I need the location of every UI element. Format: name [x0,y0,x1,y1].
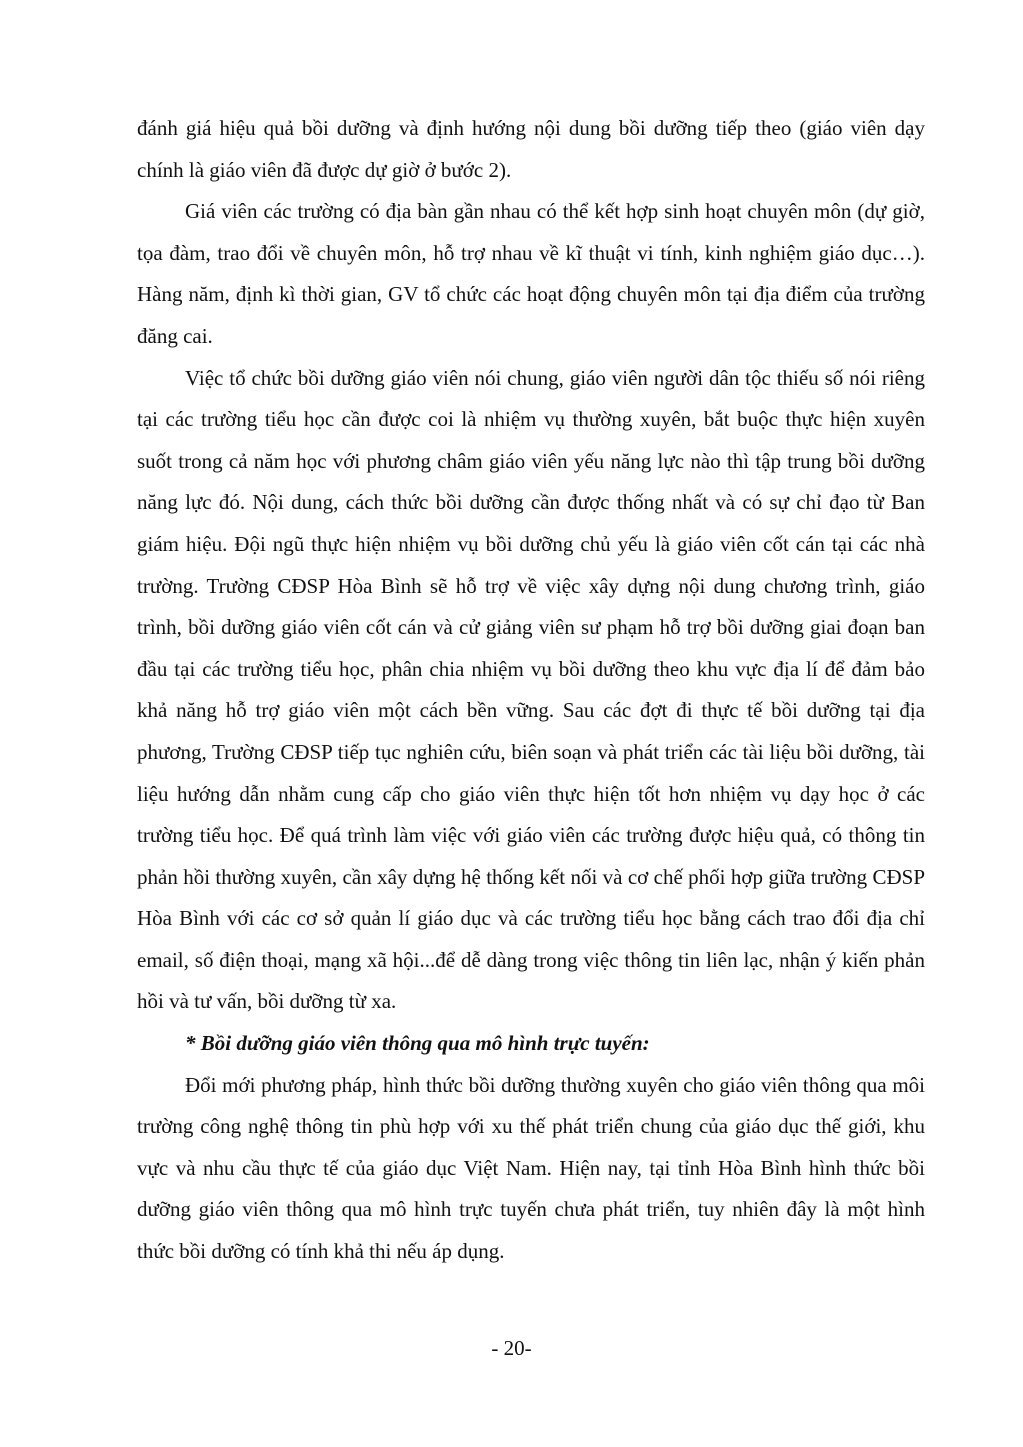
page-number: - 20- [491,1336,532,1360]
page-body [137,108,925,1273]
paragraph-school-training-organization: Việc tổ chức bồi dưỡng giáo viên nói chung, giáo viên người dân tộc thiếu số nói riêng tại các trường tiểu học cần được coi là nhiệm vụ thường xuyên, bắt buộc thực hiện xuyên suốt trong cả năm học với phương châm giáo viên yếu năng lực nào thì tập trung bồi dưỡng năng lực đó. Nội dung, cách thức bồi dưỡng cần được thống nhất và có sự chỉ đạo từ Ban giám hiệu. Đội ngũ thực hiện nhiệm vụ bồi dưỡng chủ yếu là giáo viên cốt cán tại các nhà trường. Trường CĐSP Hòa Bình sẽ hỗ trợ về việc xây dựng nội dung chương trình, giáo trình, bồi dưỡng giáo viên cốt cán và cử giảng viên sư phạm hỗ trợ bồi dưỡng giai đoạn ban đầu tại các trường tiểu học, phân chia nhiệm vụ bồi dưỡng theo khu vực địa lí để đảm bảo khả năng hỗ trợ giáo viên một cách bền vững. Sau các đợt đi thực tế bồi dưỡng tại địa phương, Trường CĐSP tiếp tục nghiên cứu, biên soạn và phát triển các tài liệu bồi dưỡng, tài liệu hướng dẫn nhằm cung cấp cho giáo viên thực hiện tốt hơn nhiệm vụ dạy học ở các trường tiểu học. Để quá trình làm việc với giáo viên các trường được hiệu quả, có thông tin phản hồi thường xuyên, cần xây dựng hệ thống kết nối và cơ chế phối hợp giữa trường CĐSP Hòa Bình với các cơ sở quản lí giáo dục và các trường tiểu học bằng cách trao đổi địa chỉ email, số điện thoại, mạng xã hội...để dễ dàng trong việc thông tin liên lạc, nhận ý kiến phản hồi và tư vấn, bồi dưỡng từ xa. [137,365,925,1014]
paragraph-continuation: đánh giá hiệu quả bồi dưỡng và định hướng nội dung bồi dưỡng tiếp theo (giáo viên dạy chính là giáo viên đã được dự giờ ở bước 2). [137,116,925,182]
section-heading-online-training: * Bồi dưỡng giáo viên thông qua mô hình trực tuyến: [185,1031,650,1056]
paragraph-teacher-collaboration: Giá viên các trường có địa bàn gần nhau có thể kết hợp sinh hoạt chuyên môn (dự giờ, tọa đàm, trao đổi về chuyên môn, hỗ trợ nhau về kĩ thuật vi tính, kinh nghiệm giáo dục…). Hàng năm, định kì thời gian, GV tổ chức các hoạt động chuyên môn tại địa điểm của trường đăng cai. [137,199,925,348]
paragraph-online-training: Đổi mới phương pháp, hình thức bồi dưỡng thường xuyên cho giáo viên thông qua môi trường công nghệ thông tin phù hợp với xu thế phát triển chung của giáo dục thế giới, khu vực và nhu cầu thực tế của giáo dục Việt Nam. Hiện nay, tại tỉnh Hòa Bình hình thức bồi dưỡng giáo viên thông qua mô hình trực tuyến chưa phát triển, tuy nhiên đây là một hình thức bồi dưỡng có tính khả thi nếu áp dụng. [137,1072,925,1264]
